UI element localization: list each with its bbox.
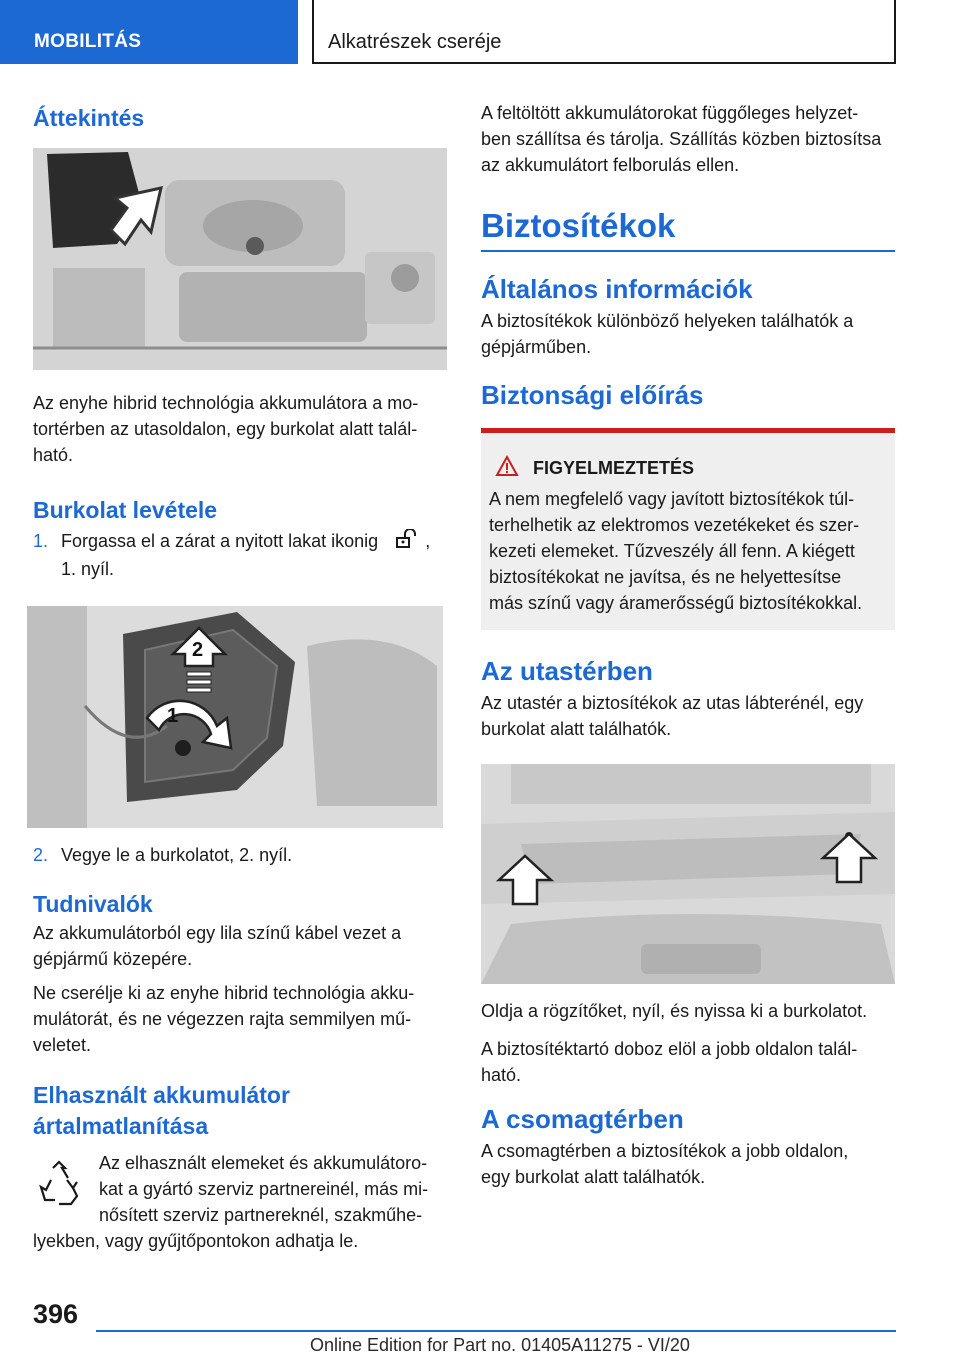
- cabin-text: Az utastér a biztosítékok az utas lábterénél, egy burkolat alatt találhatók.: [481, 693, 864, 739]
- overview-heading: Áttekintés: [33, 105, 145, 131]
- fusebox-text: A biztosítéktartó doboz elöl a jobb oldalon talál- ható.: [481, 1039, 858, 1085]
- arrow-1-label: 1: [167, 704, 179, 727]
- step-1-number: 1.: [33, 531, 49, 551]
- left-column: [33, 96, 447, 1254]
- step-2-text: Vegye le a burkolatot, 2. nyíl.: [61, 844, 293, 865]
- warning-text: A nem megfelelő vagy javított biztosítékok túl- terhelhetik az elektromos vezetékeket és szer- kezeti elemeket. Tűzveszély áll fenn. A kiégett biztosítékokat ne javítsa, és ne helyettesítse más színű vagy áramerősségű biztosítékokkal.: [489, 489, 863, 613]
- safety-heading: Biztonsági előírás: [481, 380, 704, 410]
- step-2: [33, 842, 447, 868]
- passenger-footwell-photo: [481, 764, 895, 984]
- general-info-text: A biztosítékok különböző helyeken találhatók a gépjárműben.: [481, 311, 854, 357]
- disposal-tail: lyekben, vagy gyűjtőpontokon adhatja le.: [33, 1230, 359, 1251]
- footer-divider: [96, 1330, 896, 1332]
- arrow-2-label: 2: [192, 638, 204, 661]
- notes-paragraph-1: Az akkumulátorból egy lila színű kábel vezet a gépjármű közepére.: [33, 922, 402, 969]
- section-label: MOBILITÁS: [34, 31, 142, 52]
- overview-text: Az enyhe hibrid technológia akkumulátora a mo- tortérben az utasoldalon, egy burkolat alatt talál- ható.: [33, 393, 419, 465]
- warning-box: [481, 428, 895, 630]
- engine-bay-illustration: [33, 148, 447, 370]
- storage-text: A feltöltött akkumulátorokat függőleges helyzet- ben szállítsa és tárolja. Szállítás közben biztosítsa az akkumulátort felborulás ellen.: [481, 103, 882, 175]
- release-text: Oldja a rögzítőket, nyíl, és nyissa ki a burkolatot.: [481, 1001, 868, 1021]
- disposal-heading: Elhasznált akkumulátor ártalmatlanítása: [33, 1081, 290, 1139]
- trunk-text: A csomagtérben a biztosítékok a jobb oldalon, egy burkolat alatt találhatók.: [481, 1141, 849, 1187]
- right-column: [481, 100, 895, 1190]
- notes-heading: Tudnivalók: [33, 890, 153, 917]
- recycling-icon: [35, 1160, 83, 1213]
- section-tab: [0, 0, 298, 64]
- engine-bay-photo: [33, 148, 447, 370]
- fuses-heading: Biztosítékok: [481, 207, 676, 244]
- page-number: 396: [33, 1299, 79, 1329]
- warning-triangle-icon: [495, 455, 519, 482]
- step-1-continuation: 1. nyíl.: [61, 558, 115, 579]
- unlocked-padlock-icon: [395, 529, 419, 556]
- disposal-text: Az elhasznált elemeket és akkumulátoro- kat a gyártó szerviz partnereinél, más mi- nősített szerviz partnereknél, szakműhe-: [99, 1152, 429, 1225]
- step-1: 1. Forgassa el a zárat a nyitott lakat ikonig , 1. nyíl.: [33, 528, 447, 582]
- cabin-heading: Az utastérben: [481, 656, 653, 686]
- footwell-illustration: [481, 764, 895, 984]
- fuses-heading-block: [481, 206, 895, 252]
- step-1-text: Forgassa el a zárat a nyitott lakat ikonig: [61, 531, 379, 551]
- disposal-block: [33, 1150, 447, 1228]
- notes-paragraph-2: Ne cserélje ki az enyhe hibrid technológia akku- mulátorát, és ne végezzen rajta semmilyen mű- veletet.: [33, 982, 415, 1055]
- battery-cover-photo: [27, 606, 443, 828]
- step-2-number: 2.: [33, 844, 49, 865]
- chapter-label: Alkatrészek cseréje: [328, 31, 502, 53]
- cover-removal-heading: Burkolat levétele: [33, 497, 218, 523]
- trunk-heading: A csomagtérben: [481, 1104, 684, 1134]
- chapter-tab: [312, 0, 896, 64]
- edition-text: Online Edition for Part no. 01405A11275 - VI/20: [310, 1335, 690, 1355]
- warning-label: FIGYELMEZTETÉS: [533, 458, 695, 478]
- warning-header: [489, 455, 887, 482]
- battery-cover-illustration: [27, 606, 443, 828]
- general-info-heading: Általános információk: [481, 274, 753, 304]
